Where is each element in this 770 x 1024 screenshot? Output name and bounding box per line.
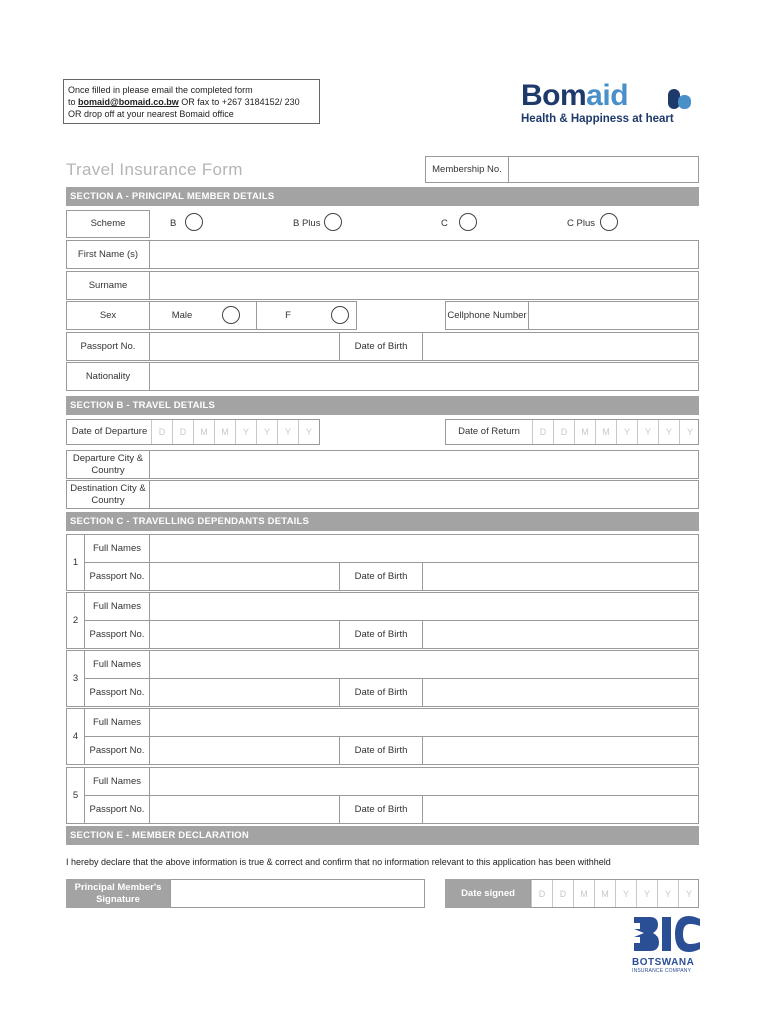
dependant-passport-label-box xyxy=(84,562,150,591)
section-a-header: SECTION A - PRINCIPAL MEMBER DETAILS xyxy=(66,187,699,206)
dependant-full-names-label-box xyxy=(84,708,150,737)
first-name-label-box xyxy=(66,240,150,269)
dependant-full-names-label: Full Names xyxy=(92,716,142,728)
destination-city-label-box xyxy=(66,480,150,509)
scheme-option-c xyxy=(441,218,448,229)
return-date-cell[interactable]: M xyxy=(574,420,595,444)
return-date-cell[interactable]: D xyxy=(553,420,574,444)
dependant-dob-input[interactable] xyxy=(422,736,699,765)
cellphone-label-box xyxy=(445,301,529,330)
dependant-passport-label-box xyxy=(84,620,150,649)
passport-label-box xyxy=(66,332,150,361)
departure-date-label: Date of Departure xyxy=(71,426,148,437)
dependant-passport-label: Passport No. xyxy=(89,803,145,815)
instructions-box xyxy=(63,79,320,124)
signed-date-cell[interactable]: Y xyxy=(636,880,657,907)
sex-female-radio[interactable] xyxy=(331,306,349,324)
section-b-header: SECTION B - TRAVEL DETAILS xyxy=(66,396,699,415)
signed-date-cell[interactable]: M xyxy=(573,880,594,907)
scheme-label: Scheme xyxy=(90,218,126,229)
destination-city-label xyxy=(67,481,149,508)
cellphone-input[interactable] xyxy=(528,301,699,330)
dependant-full-names-label: Full Names xyxy=(92,600,142,612)
scheme-label-box xyxy=(66,210,150,238)
dependant-number-box xyxy=(66,708,85,765)
sex-female-label: F xyxy=(285,309,291,321)
declaration-text: I hereby declare that the above information is true & correct and confirm that no information relevant to this application has been withheld xyxy=(66,857,611,867)
departure-date-cell[interactable]: M xyxy=(214,420,235,444)
date-signed-field xyxy=(530,879,699,908)
scheme-option-b-label: B xyxy=(170,218,177,229)
signed-date-cell[interactable]: D xyxy=(552,880,573,907)
signature-label-line1: Principal Member's xyxy=(74,881,162,893)
instructions-line1: Once filled in please email the completed form xyxy=(68,85,253,95)
departure-city-input[interactable] xyxy=(149,450,699,479)
dependant-dob-label-box xyxy=(339,736,423,765)
date-signed-label-box xyxy=(445,879,531,908)
departure-date-cell[interactable]: M xyxy=(193,420,214,444)
nationality-label: Nationality xyxy=(85,370,131,382)
scheme-b-radio[interactable] xyxy=(185,213,203,231)
nationality-input[interactable] xyxy=(149,362,699,391)
dependant-full-names-label-box xyxy=(84,767,150,796)
bic-name: BOTSWANA xyxy=(632,957,695,968)
signed-date-cell[interactable]: M xyxy=(594,880,615,907)
scheme-option-b xyxy=(170,218,176,229)
nationality-label-box xyxy=(66,362,150,391)
departure-date-cell[interactable]: Y xyxy=(277,420,298,444)
departure-date-cell[interactable]: D xyxy=(172,420,193,444)
scheme-cplus-radio[interactable] xyxy=(600,213,618,231)
instructions-line2 xyxy=(68,96,315,108)
dependant-full-names-label: Full Names xyxy=(92,658,142,670)
dependant-number-box xyxy=(66,592,85,649)
dependant-passport-input[interactable] xyxy=(149,620,340,649)
dependant-number: 5 xyxy=(72,789,79,801)
section-c-header: SECTION C - TRAVELLING DEPENDANTS DETAILS xyxy=(66,512,699,531)
scheme-option-bplus-label: B Plus xyxy=(293,218,321,229)
logo-brand-dark: Bom xyxy=(521,79,587,112)
dependant-full-names-input[interactable] xyxy=(149,708,699,737)
dependant-passport-label: Passport No. xyxy=(89,628,145,640)
dob-input[interactable] xyxy=(422,332,699,361)
dependant-dob-label-box xyxy=(339,678,423,707)
dependant-passport-input[interactable] xyxy=(149,795,340,824)
bic-sub: INSURANCE COMPANY xyxy=(632,968,692,974)
first-name-input[interactable] xyxy=(149,240,699,269)
dependant-dob-label-box xyxy=(339,562,423,591)
dependant-dob-label-box xyxy=(339,795,423,824)
sex-male-radio[interactable] xyxy=(222,306,240,324)
surname-input[interactable] xyxy=(149,271,699,300)
dependant-full-names-label-box xyxy=(84,650,150,679)
passport-input[interactable] xyxy=(149,332,340,361)
dependant-dob-input[interactable] xyxy=(422,795,699,824)
signed-date-cell[interactable]: D xyxy=(531,880,552,907)
bic-logo xyxy=(632,915,704,977)
dependant-passport-label: Passport No. xyxy=(89,570,145,582)
scheme-bplus-radio[interactable] xyxy=(324,213,342,231)
signature-label-box xyxy=(66,879,170,908)
dependant-number-box xyxy=(66,534,85,591)
scheme-option-cplus-label: C Plus xyxy=(567,218,595,229)
dependant-full-names-label: Full Names xyxy=(92,542,142,554)
signature-label-line2: Signature xyxy=(96,893,140,905)
dependant-number: 1 xyxy=(72,556,79,568)
dependant-passport-label: Passport No. xyxy=(89,744,145,756)
dependant-dob-input[interactable] xyxy=(422,620,699,649)
sex-male-label: Male xyxy=(171,309,193,321)
dependant-number: 3 xyxy=(72,672,79,684)
surname-label: Surname xyxy=(88,279,128,291)
dependant-full-names-input[interactable] xyxy=(149,767,699,796)
sex-label-box xyxy=(66,301,150,330)
dependant-full-names-input[interactable] xyxy=(149,650,699,679)
dependant-dob-input[interactable] xyxy=(422,678,699,707)
dob-label-box xyxy=(339,332,423,361)
departure-date-cell[interactable]: Y xyxy=(298,420,319,444)
sex-female-box xyxy=(256,301,357,330)
return-date-cell[interactable]: Y xyxy=(637,420,658,444)
departure-city-label xyxy=(67,451,149,478)
dependant-full-names-input[interactable] xyxy=(149,534,699,563)
scheme-option-c-label: C xyxy=(441,218,448,229)
dependant-passport-input[interactable] xyxy=(149,736,340,765)
first-name-label: First Name (s) xyxy=(77,248,139,260)
return-date-cell[interactable]: M xyxy=(595,420,616,444)
cellphone-label: Cellphone Number xyxy=(447,309,527,321)
logo-figure-icon xyxy=(667,85,693,109)
scheme-c-radio[interactable] xyxy=(459,213,477,231)
email-link[interactable]: bomaid@bomaid.co.bw xyxy=(78,97,179,107)
section-e-header: SECTION E - MEMBER DECLARATION xyxy=(66,826,699,845)
departure-city-label-line2: Country xyxy=(91,464,125,476)
dependant-dob-label: Date of Birth xyxy=(354,628,408,640)
dependant-number: 2 xyxy=(72,614,79,626)
dependant-full-names-label: Full Names xyxy=(92,775,142,787)
surname-label-box xyxy=(66,271,150,300)
dependant-full-names-input[interactable] xyxy=(149,592,699,621)
destination-city-input[interactable] xyxy=(149,480,699,509)
dependant-number-box xyxy=(66,767,85,824)
dependant-passport-label-box xyxy=(84,795,150,824)
dependant-dob-label-box xyxy=(339,620,423,649)
instructions-suffix: OR fax to +267 3184152/ 230 xyxy=(178,97,300,107)
dependant-full-names-label-box xyxy=(84,592,150,621)
dependant-number: 4 xyxy=(72,730,79,742)
return-date-field xyxy=(445,419,699,445)
bomaid-logo xyxy=(521,80,696,130)
membership-input[interactable] xyxy=(508,156,699,183)
sex-label: Sex xyxy=(99,309,117,321)
departure-city-label-box xyxy=(66,450,150,479)
dependant-passport-input[interactable] xyxy=(149,562,340,591)
departure-city-label-line1: Departure City & xyxy=(72,452,144,464)
dependant-passport-label-box xyxy=(84,736,150,765)
destination-city-label-line2: Country xyxy=(91,494,125,506)
return-date-label: Date of Return xyxy=(458,426,520,437)
instructions-line3: OR drop off at your nearest Bomaid office xyxy=(68,109,234,119)
logo-brand-light: aid xyxy=(586,79,629,112)
sex-male-box xyxy=(149,301,257,330)
dependant-full-names-label-box xyxy=(84,534,150,563)
dependant-passport-label: Passport No. xyxy=(89,686,145,698)
bic-mark-icon xyxy=(632,915,702,953)
departure-date-field xyxy=(66,419,320,445)
dob-label: Date of Birth xyxy=(354,340,408,352)
dependant-dob-label: Date of Birth xyxy=(354,744,408,756)
membership-label-box xyxy=(425,156,509,183)
signed-date-cell[interactable]: Y xyxy=(657,880,678,907)
signed-date-cell[interactable]: Y xyxy=(615,880,636,907)
dependant-dob-label: Date of Birth xyxy=(354,803,408,815)
instructions-prefix: to xyxy=(68,97,79,107)
logo-tagline: Health & Happiness at heart xyxy=(521,113,674,125)
membership-label: Membership No. xyxy=(432,163,502,175)
scheme-option-bplus xyxy=(293,218,320,229)
passport-label: Passport No. xyxy=(80,340,136,352)
signature-input[interactable] xyxy=(170,879,425,908)
dependant-number-box xyxy=(66,650,85,707)
return-date-cell[interactable]: Y xyxy=(616,420,637,444)
date-signed-label: Date signed xyxy=(461,887,515,899)
departure-date-cell[interactable]: Y xyxy=(256,420,277,444)
departure-date-cell[interactable]: D xyxy=(151,420,172,444)
return-date-cell[interactable]: Y xyxy=(679,420,700,444)
return-date-cell[interactable]: D xyxy=(532,420,553,444)
dependant-passport-input[interactable] xyxy=(149,678,340,707)
return-date-cell[interactable]: Y xyxy=(658,420,679,444)
destination-city-label-line1: Destination City & xyxy=(70,482,146,494)
scheme-option-cplus xyxy=(567,218,595,229)
dependant-dob-label: Date of Birth xyxy=(354,570,408,582)
signature-label xyxy=(75,882,162,906)
dependant-dob-input[interactable] xyxy=(422,562,699,591)
dependant-dob-label: Date of Birth xyxy=(354,686,408,698)
signed-date-cell[interactable]: Y xyxy=(678,880,699,907)
departure-date-cell[interactable]: Y xyxy=(235,420,256,444)
dependant-passport-label-box xyxy=(84,678,150,707)
form-title: Travel Insurance Form xyxy=(66,160,243,179)
